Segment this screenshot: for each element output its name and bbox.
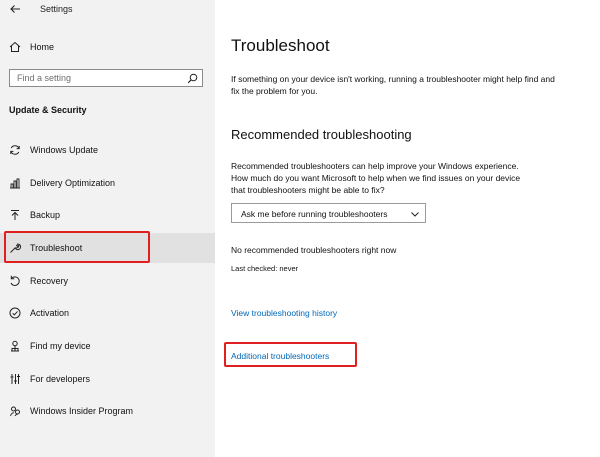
home-label: Home: [30, 42, 55, 52]
sidebar-item-label: Recovery: [30, 276, 69, 286]
sidebar-item-for-developers[interactable]: [0, 364, 215, 394]
sidebar-item-backup[interactable]: [0, 200, 215, 230]
delivery-optimization-icon: [8, 176, 22, 190]
no-recommended-message: No recommended troubleshooters right now: [231, 245, 397, 255]
sidebar-item-troubleshoot[interactable]: [0, 233, 215, 263]
sidebar-item-label: Windows Update: [30, 145, 99, 155]
app-title: Settings: [40, 4, 73, 14]
last-checked-text: Last checked: never: [231, 264, 299, 273]
search-input[interactable]: [17, 72, 177, 84]
insider-icon: [8, 404, 22, 418]
main-content: [215, 0, 600, 457]
sidebar-item-windows-update[interactable]: [0, 135, 215, 165]
sidebar-item-label: Troubleshoot: [30, 243, 83, 253]
sidebar-item-recovery[interactable]: [0, 266, 215, 296]
title-bar: [0, 0, 215, 20]
home-icon: [8, 40, 22, 54]
sidebar-item-find-my-device[interactable]: [0, 331, 215, 361]
recommended-description: Recommended troubleshooters can help improve your Windows experience. How much do you want Microsoft to help when we find issues on your device that troubleshooters might be able to fix?: [231, 161, 521, 195]
sidebar: [0, 0, 215, 457]
sidebar-item-label: Windows Insider Program: [30, 406, 134, 416]
developer-tools-icon: [8, 372, 22, 386]
checkmark-circle-icon: [8, 306, 22, 320]
search-icon[interactable]: [187, 73, 198, 84]
recommended-heading: Recommended troubleshooting: [231, 127, 412, 142]
sidebar-item-label: For developers: [30, 374, 91, 384]
view-history-link[interactable]: View troubleshooting history: [231, 308, 338, 318]
sync-icon: [8, 143, 22, 157]
sidebar-item-label: Activation: [30, 308, 70, 318]
additional-troubleshooters-link[interactable]: Additional troubleshooters: [231, 351, 330, 361]
troubleshooter-preference-dropdown[interactable]: [231, 203, 426, 223]
sidebar-item-label: Delivery Optimization: [30, 178, 116, 188]
find-device-icon: [8, 339, 22, 353]
wrench-icon: [8, 241, 22, 255]
sidebar-item-delivery-optimization[interactable]: [0, 168, 215, 198]
page-title: Troubleshoot: [231, 36, 330, 55]
sidebar-item-label: Backup: [30, 210, 61, 220]
chevron-down-icon: [410, 209, 420, 219]
page-description: If something on your device isn't working, running a troubleshooter might help find and fix the problem for you.: [231, 74, 555, 96]
section-title: Update & Security: [9, 105, 87, 115]
back-arrow-icon[interactable]: [8, 2, 22, 16]
sidebar-item-activation[interactable]: [0, 298, 215, 328]
search-box[interactable]: [9, 69, 203, 87]
sidebar-item-label: Find my device: [30, 341, 91, 351]
backup-arrow-icon: [8, 208, 22, 222]
home-nav[interactable]: [0, 38, 215, 56]
dropdown-value: Ask me before running troubleshooters: [241, 209, 388, 219]
recovery-icon: [8, 274, 22, 288]
sidebar-item-windows-insider-program[interactable]: [0, 396, 215, 426]
